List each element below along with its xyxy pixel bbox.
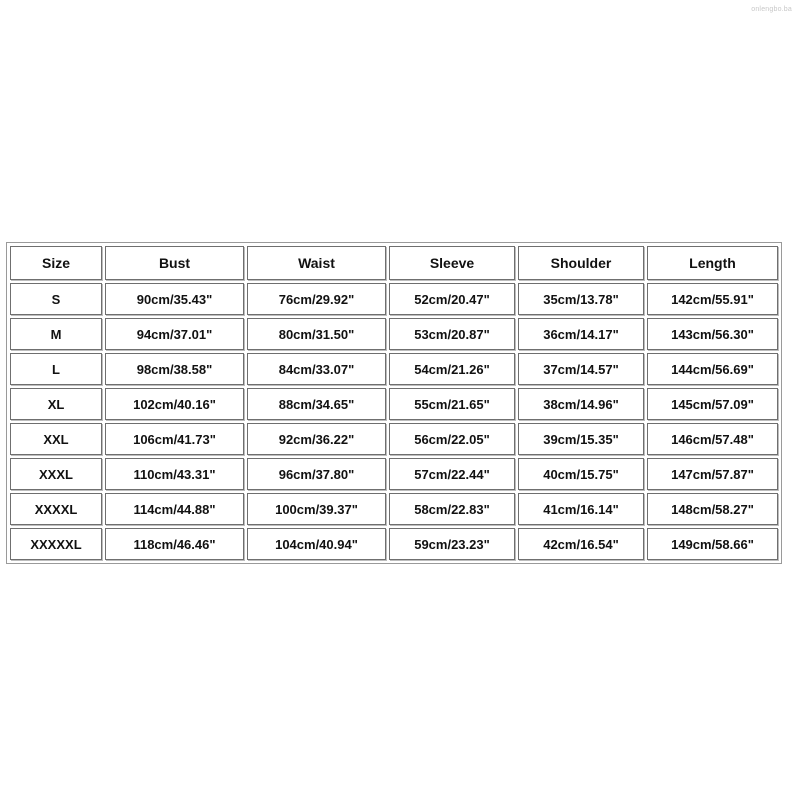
cell-length: 149cm/58.66"	[647, 528, 778, 560]
cell-sleeve: 55cm/21.65"	[389, 388, 515, 420]
cell-shoulder: 36cm/14.17"	[518, 318, 644, 350]
cell-shoulder: 35cm/13.78"	[518, 283, 644, 315]
watermark-text: onlengbo.ba	[751, 6, 792, 13]
table-row	[10, 423, 778, 455]
cell-size: XL	[10, 388, 102, 420]
table-row	[10, 318, 778, 350]
cell-length: 145cm/57.09"	[647, 388, 778, 420]
header-shoulder: Shoulder	[518, 246, 644, 280]
cell-bust: 118cm/46.46"	[105, 528, 244, 560]
header-row	[10, 246, 778, 280]
table-row	[10, 493, 778, 525]
cell-bust: 102cm/40.16"	[105, 388, 244, 420]
cell-size: M	[10, 318, 102, 350]
table-row	[10, 528, 778, 560]
cell-waist: 96cm/37.80"	[247, 458, 386, 490]
cell-sleeve: 54cm/21.26"	[389, 353, 515, 385]
cell-bust: 114cm/44.88"	[105, 493, 244, 525]
cell-bust: 90cm/35.43"	[105, 283, 244, 315]
cell-size: XXXXXL	[10, 528, 102, 560]
table-row	[10, 283, 778, 315]
cell-sleeve: 52cm/20.47"	[389, 283, 515, 315]
cell-size: L	[10, 353, 102, 385]
cell-size: XXXL	[10, 458, 102, 490]
header-length: Length	[647, 246, 778, 280]
header-bust: Bust	[105, 246, 244, 280]
cell-shoulder: 42cm/16.54"	[518, 528, 644, 560]
cell-bust: 110cm/43.31"	[105, 458, 244, 490]
header-sleeve: Sleeve	[389, 246, 515, 280]
cell-length: 144cm/56.69"	[647, 353, 778, 385]
cell-sleeve: 53cm/20.87"	[389, 318, 515, 350]
cell-sleeve: 56cm/22.05"	[389, 423, 515, 455]
cell-size: XXXXL	[10, 493, 102, 525]
cell-size: S	[10, 283, 102, 315]
size-chart-table	[6, 242, 782, 564]
cell-shoulder: 40cm/15.75"	[518, 458, 644, 490]
cell-length: 146cm/57.48"	[647, 423, 778, 455]
cell-waist: 104cm/40.94"	[247, 528, 386, 560]
cell-shoulder: 38cm/14.96"	[518, 388, 644, 420]
cell-size: XXL	[10, 423, 102, 455]
cell-shoulder: 39cm/15.35"	[518, 423, 644, 455]
cell-bust: 98cm/38.58"	[105, 353, 244, 385]
cell-length: 143cm/56.30"	[647, 318, 778, 350]
cell-bust: 94cm/37.01"	[105, 318, 244, 350]
cell-waist: 100cm/39.37"	[247, 493, 386, 525]
cell-sleeve: 57cm/22.44"	[389, 458, 515, 490]
table-row	[10, 388, 778, 420]
cell-shoulder: 41cm/16.14"	[518, 493, 644, 525]
table-row	[10, 353, 778, 385]
cell-waist: 84cm/33.07"	[247, 353, 386, 385]
header-waist: Waist	[247, 246, 386, 280]
table-body	[10, 283, 778, 560]
cell-waist: 80cm/31.50"	[247, 318, 386, 350]
cell-waist: 88cm/34.65"	[247, 388, 386, 420]
table-row	[10, 458, 778, 490]
cell-length: 147cm/57.87"	[647, 458, 778, 490]
cell-waist: 76cm/29.92"	[247, 283, 386, 315]
cell-shoulder: 37cm/14.57"	[518, 353, 644, 385]
cell-length: 142cm/55.91"	[647, 283, 778, 315]
table-header	[10, 246, 778, 280]
header-size: Size	[10, 246, 102, 280]
cell-bust: 106cm/41.73"	[105, 423, 244, 455]
cell-sleeve: 58cm/22.83"	[389, 493, 515, 525]
cell-length: 148cm/58.27"	[647, 493, 778, 525]
cell-waist: 92cm/36.22"	[247, 423, 386, 455]
cell-sleeve: 59cm/23.23"	[389, 528, 515, 560]
